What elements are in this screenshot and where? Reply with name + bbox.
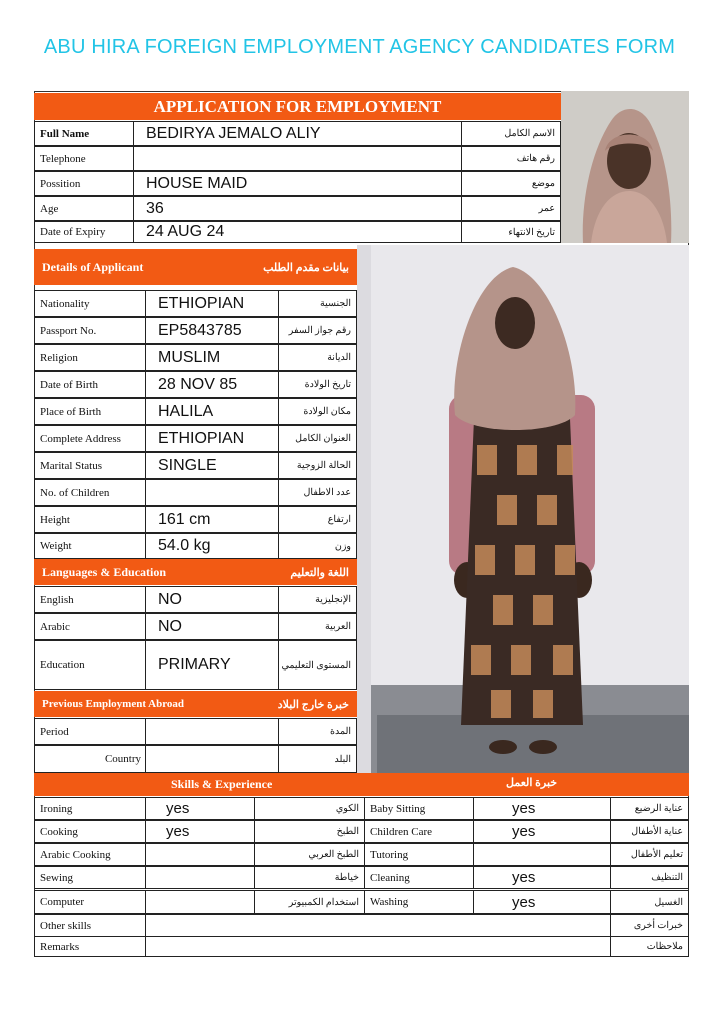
row-arabic: المستوى التعليمي bbox=[278, 640, 357, 690]
row-label: English bbox=[34, 586, 146, 613]
skill-arabic: تعليم الأطفال bbox=[610, 843, 689, 866]
skill-label: Washing bbox=[364, 890, 474, 914]
row-arabic: الحالة الزوجية bbox=[278, 452, 357, 479]
row-arabic: خبرات أخرى bbox=[610, 914, 689, 937]
skills-header bbox=[34, 773, 689, 796]
row-label: Nationality bbox=[34, 290, 146, 317]
skill-label: Arabic Cooking bbox=[34, 843, 146, 866]
skill-label: Ironing bbox=[34, 797, 146, 820]
details-header-ar: بيانات مقدم الطلب bbox=[263, 261, 349, 274]
row-label: Religion bbox=[34, 344, 146, 371]
row-label: Complete Address bbox=[34, 425, 146, 452]
skill-value bbox=[145, 843, 255, 866]
row-value: 28 NOV 85 bbox=[145, 371, 279, 398]
skill-arabic: عناية الرضيع bbox=[610, 797, 689, 820]
row-value: HALILA bbox=[145, 398, 279, 425]
row-arabic: العربية bbox=[278, 613, 357, 640]
row-arabic: رقم جواز السفر bbox=[278, 317, 357, 344]
row-value: PRIMARY bbox=[145, 640, 279, 690]
row-label: Remarks bbox=[34, 936, 146, 957]
row-arabic: الاسم الكامل bbox=[461, 121, 561, 146]
row-value bbox=[133, 146, 462, 171]
row-arabic: الديانة bbox=[278, 344, 357, 371]
row-value: 54.0 kg bbox=[145, 533, 279, 559]
row-arabic: البلد bbox=[278, 745, 357, 773]
row-arabic: الإنجليزية bbox=[278, 586, 357, 613]
languages-header bbox=[34, 559, 357, 585]
skill-label: Tutoring bbox=[364, 843, 474, 866]
skill-value: yes bbox=[473, 866, 611, 889]
skill-value bbox=[473, 843, 611, 866]
row-value bbox=[145, 718, 279, 745]
form-title: ABU HIRA FOREIGN EMPLOYMENT AGENCY CANDIDATES FORM bbox=[43, 36, 676, 58]
row-label: Arabic bbox=[34, 613, 146, 640]
skill-arabic: الكوي bbox=[254, 797, 365, 820]
skill-value: yes bbox=[473, 797, 611, 820]
row-arabic: ملاحظات bbox=[610, 936, 689, 957]
row-value: 161 cm bbox=[145, 506, 279, 533]
skill-label: Children Care bbox=[364, 820, 474, 843]
skill-label: Cooking bbox=[34, 820, 146, 843]
row-value bbox=[145, 479, 279, 506]
skill-value: yes bbox=[145, 797, 255, 820]
previous-header-ar: خبرة خارج البلاد bbox=[277, 698, 349, 711]
row-value: MUSLIM bbox=[145, 344, 279, 371]
row-label: Education bbox=[34, 640, 146, 690]
skill-value: yes bbox=[473, 890, 611, 914]
row-label: Age bbox=[34, 196, 134, 221]
row-arabic: المدة bbox=[278, 718, 357, 745]
skill-label: Cleaning bbox=[364, 866, 474, 889]
skill-label: Computer bbox=[34, 890, 146, 914]
row-label: No. of Children bbox=[34, 479, 146, 506]
skill-arabic: الغسيل bbox=[610, 890, 689, 914]
row-value: BEDIRYA JEMALO ALIY bbox=[133, 121, 462, 146]
skill-arabic: الطبخ bbox=[254, 820, 365, 843]
languages-header-en: Languages & Education bbox=[42, 564, 167, 579]
row-value: 36 bbox=[133, 196, 462, 221]
row-label: Possition bbox=[34, 171, 134, 196]
headshot-photo bbox=[561, 91, 689, 243]
skill-arabic: استخدام الكمبيوتر bbox=[254, 890, 365, 914]
row-value: ETHIOPIAN bbox=[145, 290, 279, 317]
row-arabic: عدد الاطفال bbox=[278, 479, 357, 506]
previous-header-en: Previous Employment Abroad bbox=[42, 698, 184, 710]
row-value-empty bbox=[145, 914, 611, 937]
skill-arabic: الطبخ العربي bbox=[254, 843, 365, 866]
row-label: Country bbox=[34, 745, 146, 773]
row-arabic: عمر bbox=[461, 196, 561, 221]
row-arabic: وزن bbox=[278, 533, 357, 559]
row-label: Height bbox=[34, 506, 146, 533]
row-label: Telephone bbox=[34, 146, 134, 171]
row-value: NO bbox=[145, 586, 279, 613]
row-value: EP5843785 bbox=[145, 317, 279, 344]
row-value: SINGLE bbox=[145, 452, 279, 479]
row-value-empty bbox=[145, 936, 611, 957]
row-label: Date of Expiry bbox=[34, 221, 134, 243]
skill-value: yes bbox=[145, 820, 255, 843]
row-label: Full Name bbox=[34, 121, 134, 146]
row-value: 24 AUG 24 bbox=[133, 221, 462, 243]
row-label: Marital Status bbox=[34, 452, 146, 479]
row-value bbox=[145, 745, 279, 773]
row-arabic: موضع bbox=[461, 171, 561, 196]
row-value: HOUSE MAID bbox=[133, 171, 462, 196]
row-label: Period bbox=[34, 718, 146, 745]
row-label: Weight bbox=[34, 533, 146, 559]
application-header: APPLICATION FOR EMPLOYMENT bbox=[34, 93, 561, 120]
row-label: Other skills bbox=[34, 914, 146, 937]
row-arabic: تاريخ الولادة bbox=[278, 371, 357, 398]
skill-arabic: خياطة bbox=[254, 866, 365, 889]
row-arabic: مكان الولادة bbox=[278, 398, 357, 425]
row-label: Passport No. bbox=[34, 317, 146, 344]
row-value: NO bbox=[145, 613, 279, 640]
row-arabic: تاريخ الانتهاء bbox=[461, 221, 561, 243]
row-arabic: الجنسية bbox=[278, 290, 357, 317]
row-value: ETHIOPIAN bbox=[145, 425, 279, 452]
skill-value: yes bbox=[473, 820, 611, 843]
skill-label: Baby Sitting bbox=[364, 797, 474, 820]
languages-header-ar: اللغة والتعليم bbox=[290, 566, 349, 579]
skills-header-en: Skills & Experience bbox=[171, 777, 273, 791]
skill-arabic: التنظيف bbox=[610, 866, 689, 889]
previous-employment-header bbox=[34, 691, 357, 717]
row-label: Date of Birth bbox=[34, 371, 146, 398]
row-arabic: رقم هاتف bbox=[461, 146, 561, 171]
row-arabic: العنوان الكامل bbox=[278, 425, 357, 452]
row-arabic: ارتفاع bbox=[278, 506, 357, 533]
details-header bbox=[34, 249, 357, 285]
skills-header-ar: خبرة العمل bbox=[506, 777, 558, 789]
row-label: Place of Birth bbox=[34, 398, 146, 425]
skill-value bbox=[145, 866, 255, 889]
skill-value bbox=[145, 890, 255, 914]
details-header-en: Details of Applicant bbox=[42, 259, 144, 274]
skill-label: Sewing bbox=[34, 866, 146, 889]
full-body-photo bbox=[357, 245, 689, 773]
skill-arabic: عناية الأطفال bbox=[610, 820, 689, 843]
